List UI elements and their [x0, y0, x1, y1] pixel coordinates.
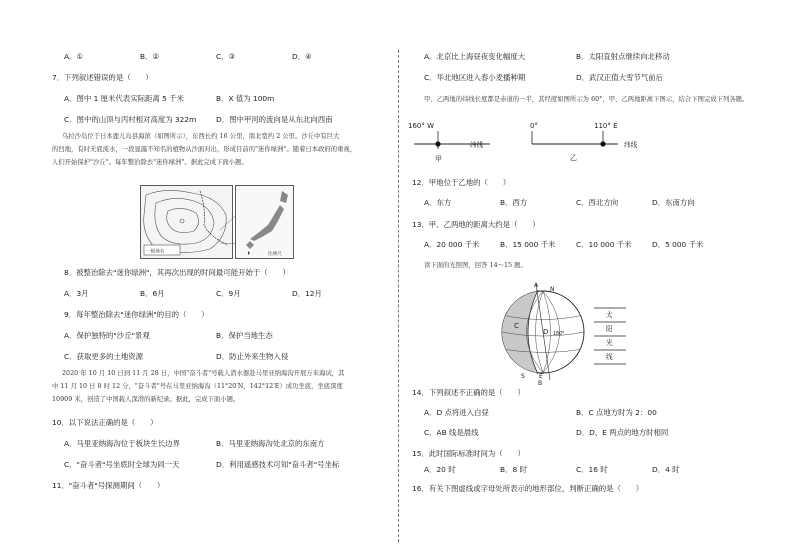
q8-option-d[interactable]: D．12月 [292, 289, 322, 298]
q8-option-c[interactable]: C．9月 [216, 289, 241, 298]
q6-option-d[interactable]: D．④ [292, 52, 312, 61]
sun-label-1: 太 [606, 311, 613, 319]
q9-option-d[interactable]: D．防止外来生物入侵 [216, 352, 289, 361]
map-scale-label: 比例尺 [268, 252, 282, 257]
q11-option-b[interactable]: B．太阳直射点继续向北移动 [576, 52, 670, 61]
q9-option-c[interactable]: C．获取更多的土地资源 [64, 352, 144, 361]
passage-1-line-2: 的凹地，有时无底流水，一段显露不知名的植物从沙面对出，形成目前的"迷你绿洲"。随着日本政府的重视， [52, 146, 357, 153]
q9-option-b[interactable]: B．保护当地生态 [216, 331, 273, 340]
passage-4: 读下面的光照图，回答 14～15 题。 [424, 262, 527, 269]
q12-option-a[interactable]: A．东方 [424, 198, 452, 207]
yi-longitude-label: 110° E [594, 122, 618, 130]
q6-option-b[interactable]: B．② [140, 52, 160, 61]
sun-label-3: 光 [606, 339, 613, 347]
south-pole-label: S [521, 373, 525, 380]
passage-1-line-1: 乌拉沙岛位于日本鹿儿岛县海滨（如图所示），东西长约 16 公里，南北宽约 2 公里。沙丘中有巨大 [62, 133, 340, 140]
q12-option-d[interactable]: D．东南方向 [652, 198, 695, 207]
q10-option-b[interactable]: B．马里亚纳海沟处北京的东南方 [216, 439, 325, 448]
jia-label: 甲 [435, 155, 442, 163]
q7-option-a[interactable]: A．图中 1 厘米代表实际距离 5 千米 [64, 94, 184, 103]
sun-label-4: 线 [606, 353, 613, 361]
map-inset-label: 一级地名 [146, 249, 165, 255]
q6-option-a[interactable]: A．① [64, 52, 84, 61]
point-a-label: A [534, 282, 539, 289]
passage-2-line-1: 2020 年 10 月 10 日到 11 月 28 日，中国"奋斗者"号载人潜水器赴马里亚纳海沟开展万米海试，其 [62, 370, 345, 377]
jia-longitude-label: 160° W [408, 122, 435, 130]
zero-longitude-label: 0° [530, 122, 538, 130]
q10-option-c[interactable]: C．"奋斗者"号坐底时全球为同一天 [64, 460, 180, 469]
q11-option-c[interactable]: C．华北地区进入春小麦播种期 [424, 73, 526, 82]
q13-option-a[interactable]: A．20 000 千米 [424, 240, 480, 249]
passage-2-line-2: 中 11 月 10 日 8 时 12 分，"奋斗者"号在马里亚纳海沟（11°20′N，142°12′E）成功坐底，坐底深度 [52, 383, 343, 390]
passage-3: 甲、乙两地的纬线长度都是赤道的一半，其经度如图所示为 60°，甲、乙两地距离下图示，结合下图完成下列各题。 [424, 96, 749, 103]
longitude-label: 180° [553, 332, 565, 337]
q7-option-c[interactable]: C．图中的山顶与丙村相对高度为 322m [64, 115, 197, 124]
jia-point [435, 141, 440, 146]
jia-weixian-label: 纬线 [470, 141, 484, 149]
q14-option-b[interactable]: B．C 点地方时为 2：00 [576, 408, 657, 417]
q10-option-a[interactable]: A．马里亚纳海沟位于板块生长边界 [64, 439, 180, 448]
q9-stem: 9．每年整治除去"迷你绿洲"的目的（ ） [64, 310, 209, 319]
q12-stem: 12．甲地位于乙地的（ ） [412, 178, 511, 187]
q7-stem: 7．下列叙述错误的是（ ） [52, 73, 153, 82]
q12-option-b[interactable]: B．西方 [500, 198, 528, 207]
q7-option-b[interactable]: B．X 值为 100m [216, 94, 275, 103]
q12-option-c[interactable]: C．西北方向 [576, 198, 619, 207]
point-b-label: B [538, 380, 543, 386]
point-c-label: C [514, 322, 519, 330]
q11-option-d[interactable]: D．武汉正值大雪节气前后 [576, 73, 663, 82]
passage-2-line-3: 10909 米，创造了中国载人深潜的新纪录。据此，完成下面小题。 [52, 396, 240, 403]
q10-option-d[interactable]: D．利用遥感技术可知"奋斗者"号坐标 [216, 460, 340, 469]
sun-label-2: 阳 [606, 325, 613, 333]
q15-option-d[interactable]: D．4 时 [652, 465, 680, 474]
yi-weixian-label: 纬线 [624, 141, 638, 149]
q13-stem: 13．甲、乙两地的距离大约是（ ） [412, 220, 540, 229]
passage-1-line-3: 人们开始保护"沙丘"。每年整治除去"迷你绿洲"。据此完成下面小题。 [52, 159, 248, 166]
q6-option-c[interactable]: C．③ [216, 52, 236, 61]
latitude-line-diagram [404, 117, 664, 167]
q7-option-d[interactable]: D．图中甲河的流向是从东北向西南 [216, 115, 333, 124]
point-e-label: E [539, 373, 543, 380]
q8-option-b[interactable]: B．6月 [140, 289, 165, 298]
q13-option-c[interactable]: C．10 000 千米 [576, 240, 632, 249]
q15-stem: 15．此时国际标准时间为（ ） [412, 449, 525, 458]
q10-stem: 10．以下说法正确的是（ ） [52, 418, 158, 427]
point-d-label: D [543, 328, 549, 336]
q14-option-d[interactable]: D．D、E 两点的地方时相同 [576, 428, 669, 437]
contour-and-japan-map [140, 185, 295, 259]
yi-point [600, 141, 605, 146]
yi-label: 乙 [570, 154, 577, 162]
illumination-globe [498, 280, 648, 386]
q15-option-a[interactable]: A．20 时 [424, 465, 456, 474]
q9-option-a[interactable]: A．保护独特的"沙丘"景观 [64, 331, 150, 340]
q14-option-a[interactable]: A．D 点将进入白昼 [424, 408, 489, 417]
q15-option-b[interactable]: B．8 时 [500, 465, 527, 474]
q15-option-c[interactable]: C．16 时 [576, 465, 608, 474]
q11-stem: 11．"奋斗者"号探测期间（ ） [52, 481, 165, 490]
q14-option-c[interactable]: C．AB 线是晨线 [424, 428, 479, 437]
q14-stem: 14．下列叙述不正确的是（ ） [412, 388, 525, 397]
q13-option-d[interactable]: D．5 000 千米 [652, 240, 704, 249]
q8-stem: 8．被整治除去"迷你绿洲"，其再次出现的时间最可能开始于（ ） [64, 268, 290, 277]
q8-option-a[interactable]: A．3月 [64, 289, 89, 298]
q11-option-a[interactable]: A．北京比上海昼夜变化幅度大 [424, 52, 526, 61]
q13-option-b[interactable]: B．15 000 千米 [500, 240, 556, 249]
north-pole-label: N [550, 286, 555, 293]
q16-stem: 16．有关下图虚线或字母处所表示的地形部位，判断正确的是（ ） [412, 484, 644, 493]
column-divider [398, 50, 399, 542]
